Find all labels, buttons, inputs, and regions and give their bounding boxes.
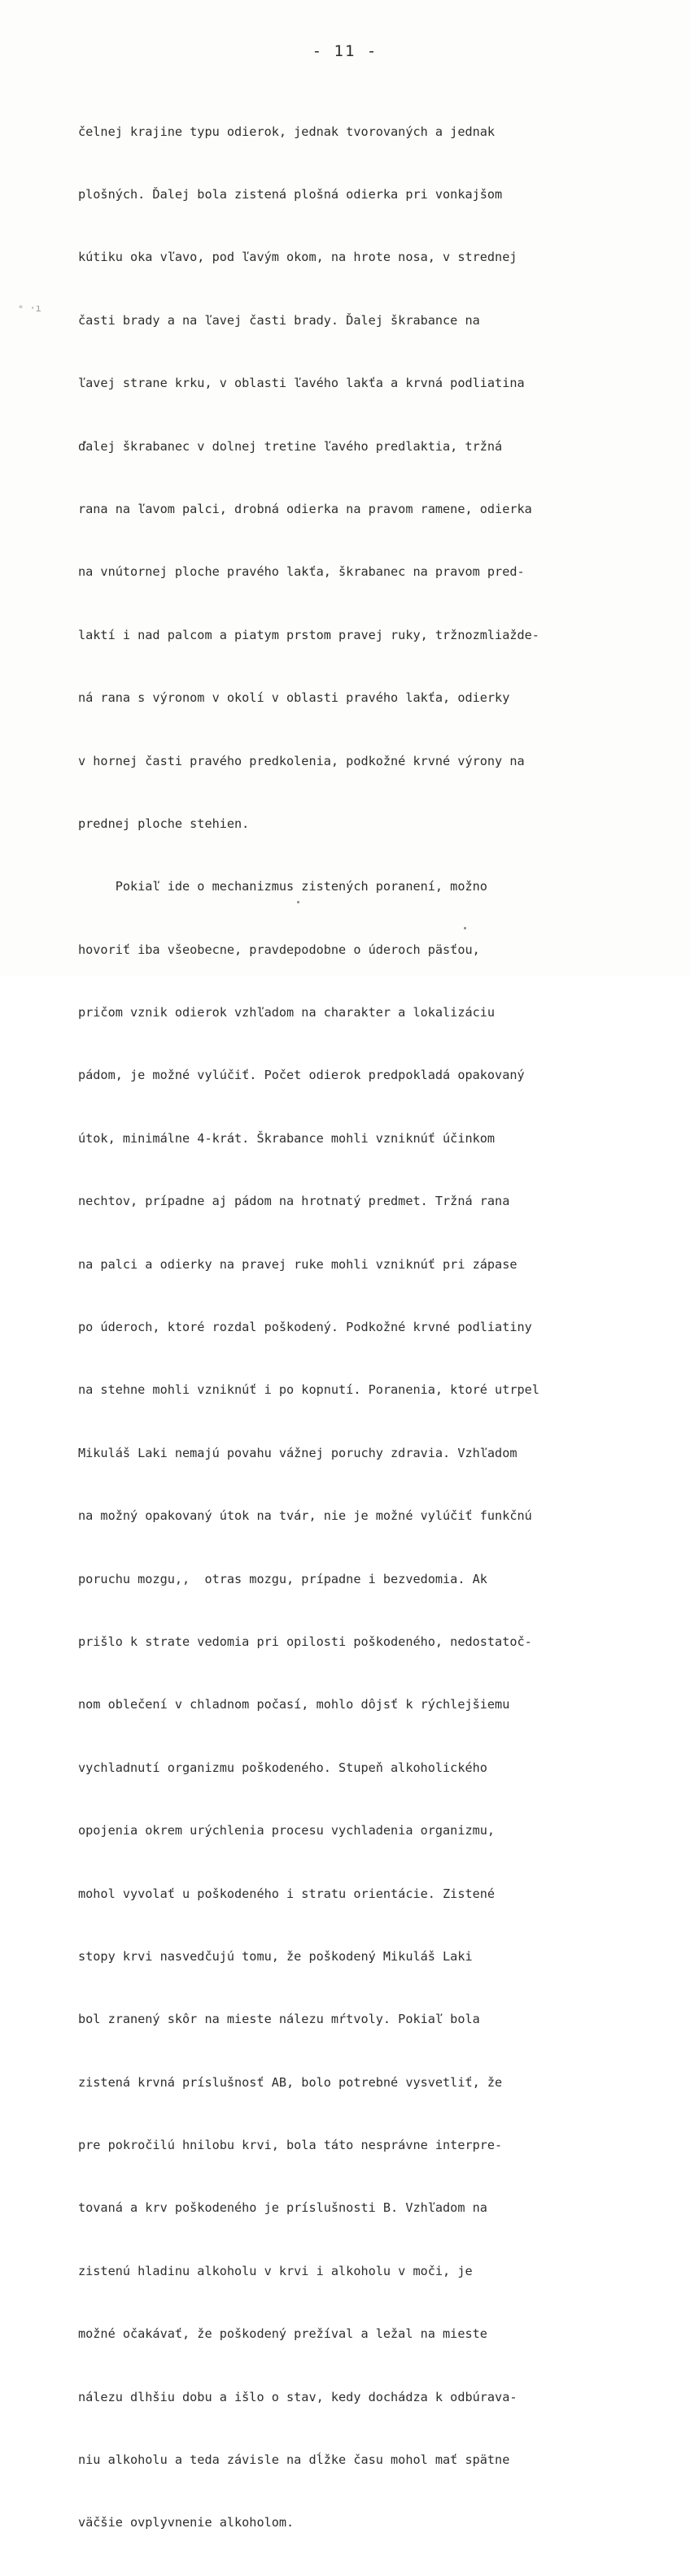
text-line: po úderoch, ktoré rozdal poškodený. Podkožné krvné podliatiny [78, 1320, 532, 1335]
page-number: - 11 - [312, 42, 378, 60]
margin-mark: ᵉ ·ı [18, 302, 41, 314]
text-line: prišlo k strate vedomia pri opilosti poškodeného, nedostatoč- [78, 1634, 532, 1649]
text-line: na stehne mohli vzniknúť i po kopnutí. Poranenia, ktoré utrpel [78, 1382, 539, 1398]
text-line: na možný opakovaný útok na tvár, nie je možné vylúčiť funkčnú [78, 1508, 532, 1524]
text-line: bol zranený skôr na mieste nálezu mŕtvoly. Pokiaľ bola [78, 2012, 480, 2027]
text-line: rana na ľavom palci, drobná odierka na pravom ramene, odierka [78, 501, 532, 516]
text-line: laktí i nad palcom a piatym prstom pravej ruky, tržnozmliažde- [78, 627, 539, 642]
text-line: pre pokročilú hnilobu krvi, bola táto nesprávne interpre- [78, 2138, 503, 2153]
text-line: na palci a odierky na pravej ruke mohli vzniknúť pri zápase [78, 1256, 518, 1272]
text-line: nálezu dlhšiu dobu a išlo o stav, kedy dochádza k odbúrava- [78, 2389, 518, 2404]
text-line: zistená krvná príslušnosť AB, bolo potrebné vysvetliť, že [78, 2074, 503, 2090]
text-line: časti brady a na ľavej časti brady. Ďalej škrabance na [78, 312, 480, 328]
text-line: možné očakávať, že poškodený prežíval a ležal na mieste [78, 2326, 487, 2342]
body-text [78, 80, 631, 2576]
text-line: ná rana s výronom v okolí v oblasti pravého lakťa, odierky [78, 690, 510, 706]
text-line: hovoriť iba všeobecne, pravdepodobne o úderoch päsťou, [78, 942, 480, 957]
text-line: na vnútornej ploche pravého lakťa, škrabanec na pravom pred- [78, 564, 525, 580]
text-line: väčšie ovplyvnenie alkoholom. [78, 2515, 295, 2530]
text-line: zistenú hladinu alkoholu v krvi i alkoholu v moči, je [78, 2263, 473, 2278]
text-line: opojenia okrem urýchlenia procesu vychladenia organizmu, [78, 1823, 496, 1838]
text-line: stopy krvi nasvedčujú tomu, že poškodený Mikuláš Laki [78, 1948, 473, 1964]
text-line: Pokiaľ ide o mechanizmus zistených poranení, možno [78, 879, 487, 894]
text-line: čelnej krajine typu odierok, jednak tvorovaných a jednak [78, 124, 496, 139]
text-line: pádom, je možné vylúčiť. Počet odierok predpokladá opakovaný [78, 1068, 525, 1083]
text-line: kútiku oka vľavo, pod ľavým okom, na hrote nosa, v strednej [78, 250, 518, 265]
text-line: prednej ploche stehien. [78, 816, 250, 831]
text-line: vychladnutí organizmu poškodeného. Stupeň alkoholického [78, 1760, 487, 1775]
text-line: nom oblečení v chladnom počasí, mohlo dôjsť k rýchlejšiemu [78, 1697, 510, 1712]
text-line: Mikuláš Laki nemajú povahu vážnej poruchy zdravia. Vzhľadom [78, 1445, 518, 1460]
text-line: tovaná a krv poškodeného je príslušnosti B. Vzhľadom na [78, 2200, 487, 2216]
text-line: niu alkoholu a teda závisle na dĺžke času mohol mať spätne [78, 2452, 510, 2468]
text-line: nechtov, prípadne aj pádom na hrotnatý predmet. Tržná rana [78, 1194, 510, 1209]
text-line: plošných. Ďalej bola zistená plošná odierka pri vonkajšom [78, 186, 503, 202]
text-line: ďalej škrabanec v dolnej tretine ľavého predlaktia, tržná [78, 438, 503, 454]
text-line: útok, minimálne 4-krát. Škrabance mohli vzniknúť účinkom [78, 1130, 496, 1146]
text-line: pričom vznik odierok vzhľadom na charakter a lokalizáciu [78, 1005, 496, 1020]
text-line: v hornej časti pravého predkolenia, podkožné krvné výrony na [78, 753, 525, 768]
text-line: poruchu mozgu,, otras mozgu, prípadne i bezvedomia. Ak [78, 1571, 487, 1586]
text-line: mohol vyvolať u poškodeného i stratu orientácie. Zistené [78, 1886, 496, 1901]
text-line: ľavej strane krku, v oblasti ľavého lakťa a krvná podliatina [78, 376, 525, 391]
